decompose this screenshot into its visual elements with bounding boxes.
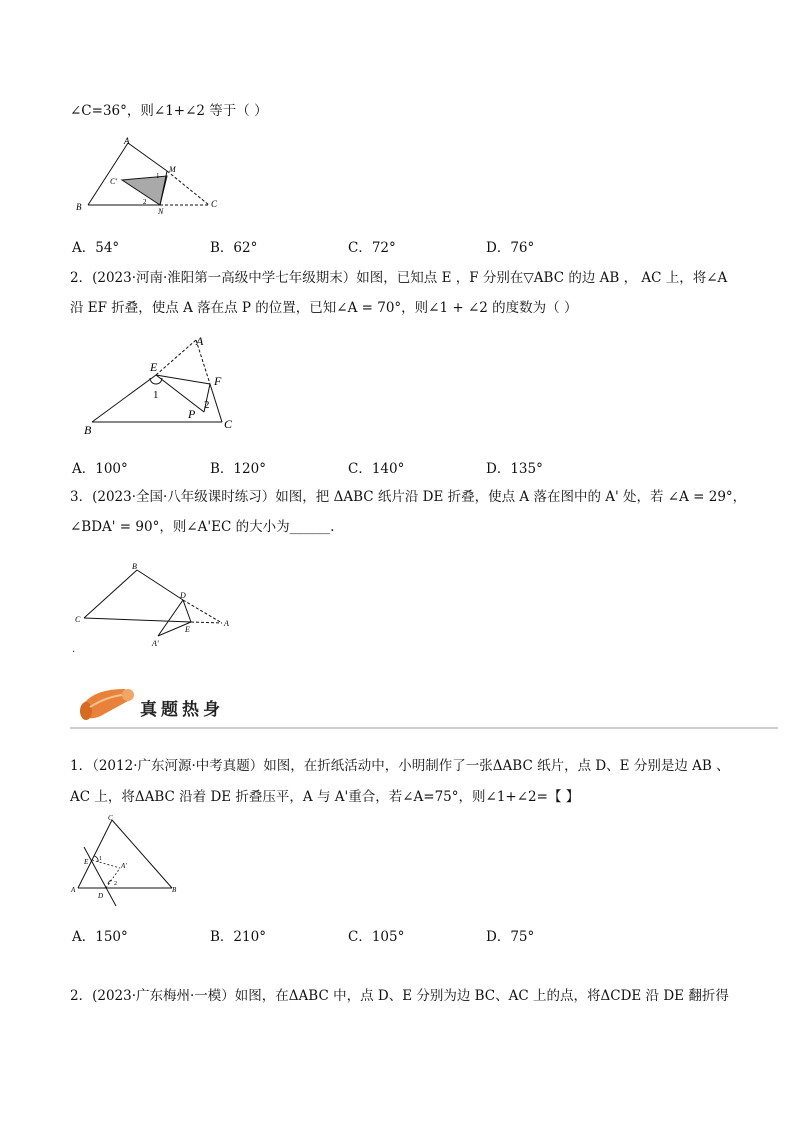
option-a[interactable]: A．54° [72,240,120,256]
label-C: C [75,615,81,624]
label-E: E [150,360,158,374]
label-N: N [158,207,164,216]
figure-fold-de [72,558,242,658]
label-E: E [185,625,190,634]
option-a[interactable]: A．100° [72,461,128,477]
s1-stem-line1: 1．（2012·广东河源·中考真题）如图，在折纸活动中，小明制作了一张ΔABC 纸片，点 D、E 分别是边 AB 、 [70,758,730,774]
label-Aprime: A' [152,639,159,648]
option-a[interactable]: A．150° [72,929,128,945]
label-C: C [224,417,233,431]
option-b[interactable]: B．210° [210,929,266,945]
q2-stem-line1: 2．(2023·河南·淮阳第一高级中学七年级期末）如图，已知点 E ，F 分别在▽ABC 的边 AB ， AC 上，将∠A [70,270,728,286]
label-A: A [71,886,76,894]
label-D: D [98,892,104,900]
s2-stem-line1: 2．(2023·广东梅州·一模）如图，在ΔABC 中，点 D、E 分别为边 BC、AC 上的点，将ΔCDE 沿 DE 翻折得 [70,988,729,1004]
option-c[interactable]: C．72° [348,240,396,256]
label-C: C [108,814,113,822]
label-M: M [169,165,176,174]
label-B: B [132,562,137,571]
option-b[interactable]: B．62° [210,240,258,256]
label-B: B [76,202,82,212]
label-C: C [211,199,218,209]
option-d[interactable]: D．135° [486,461,543,477]
label-A: A [196,334,204,348]
q2-stem-line2: 沿 EF 折叠，使点 A 落在点 P 的位置，已知∠A = 70°，则∠1 + ∠2 的度数为（ ） [70,300,578,316]
label-angle-1: 1 [153,389,159,401]
label-angle-1: 1 [99,856,102,862]
label-Cprime: C' [110,177,118,186]
label-angle-1: 1 [156,172,160,180]
label-angle-2: 2 [204,399,210,411]
label-D: D [180,591,186,600]
figure-folded-triangle-mn [72,133,232,218]
option-d[interactable]: D．76° [486,240,535,256]
option-c[interactable]: C．105° [348,929,405,945]
question-stem-tail: ∠C=36°，则∠1+∠2 等于（ ） [70,103,268,119]
q3-stem-line2: ∠BDA' = 90°，则∠A'EC 的大小为______. [70,519,335,535]
figure-fold-ef [80,330,250,438]
label-angle-2: 2 [114,881,117,887]
label-A: A [124,136,130,146]
s1-stem-line2: AC 上，将ΔABC 沿着 DE 折叠压平，A 与 A'重合，若∠A=75°，则∠1+∠2=【 】 [70,789,580,805]
label-A: A [224,619,229,628]
label-B: B [84,423,92,437]
label-B: B [172,886,177,894]
label-P: P [188,407,196,421]
label-E: E [84,858,89,866]
section-divider [70,727,778,729]
scroll-icon [76,683,138,725]
label-angle-2: 2 [143,198,147,206]
label-F: F [214,374,222,388]
option-b[interactable]: B．120° [210,461,266,477]
stray-dot: . [72,644,76,655]
option-d[interactable]: D．75° [486,929,535,945]
option-c[interactable]: C．140° [348,461,405,477]
q3-stem-line1: 3．(2023·全国·八年级课时练习）如图，把 ΔABC 纸片沿 DE 折叠，使点 A 落在图中的 A' 处，若 ∠A = 29°， [70,489,747,505]
section-title: 真题热身 [140,700,224,720]
label-Aprime: A' [121,862,127,870]
figure-fold-a-prime [68,812,188,912]
